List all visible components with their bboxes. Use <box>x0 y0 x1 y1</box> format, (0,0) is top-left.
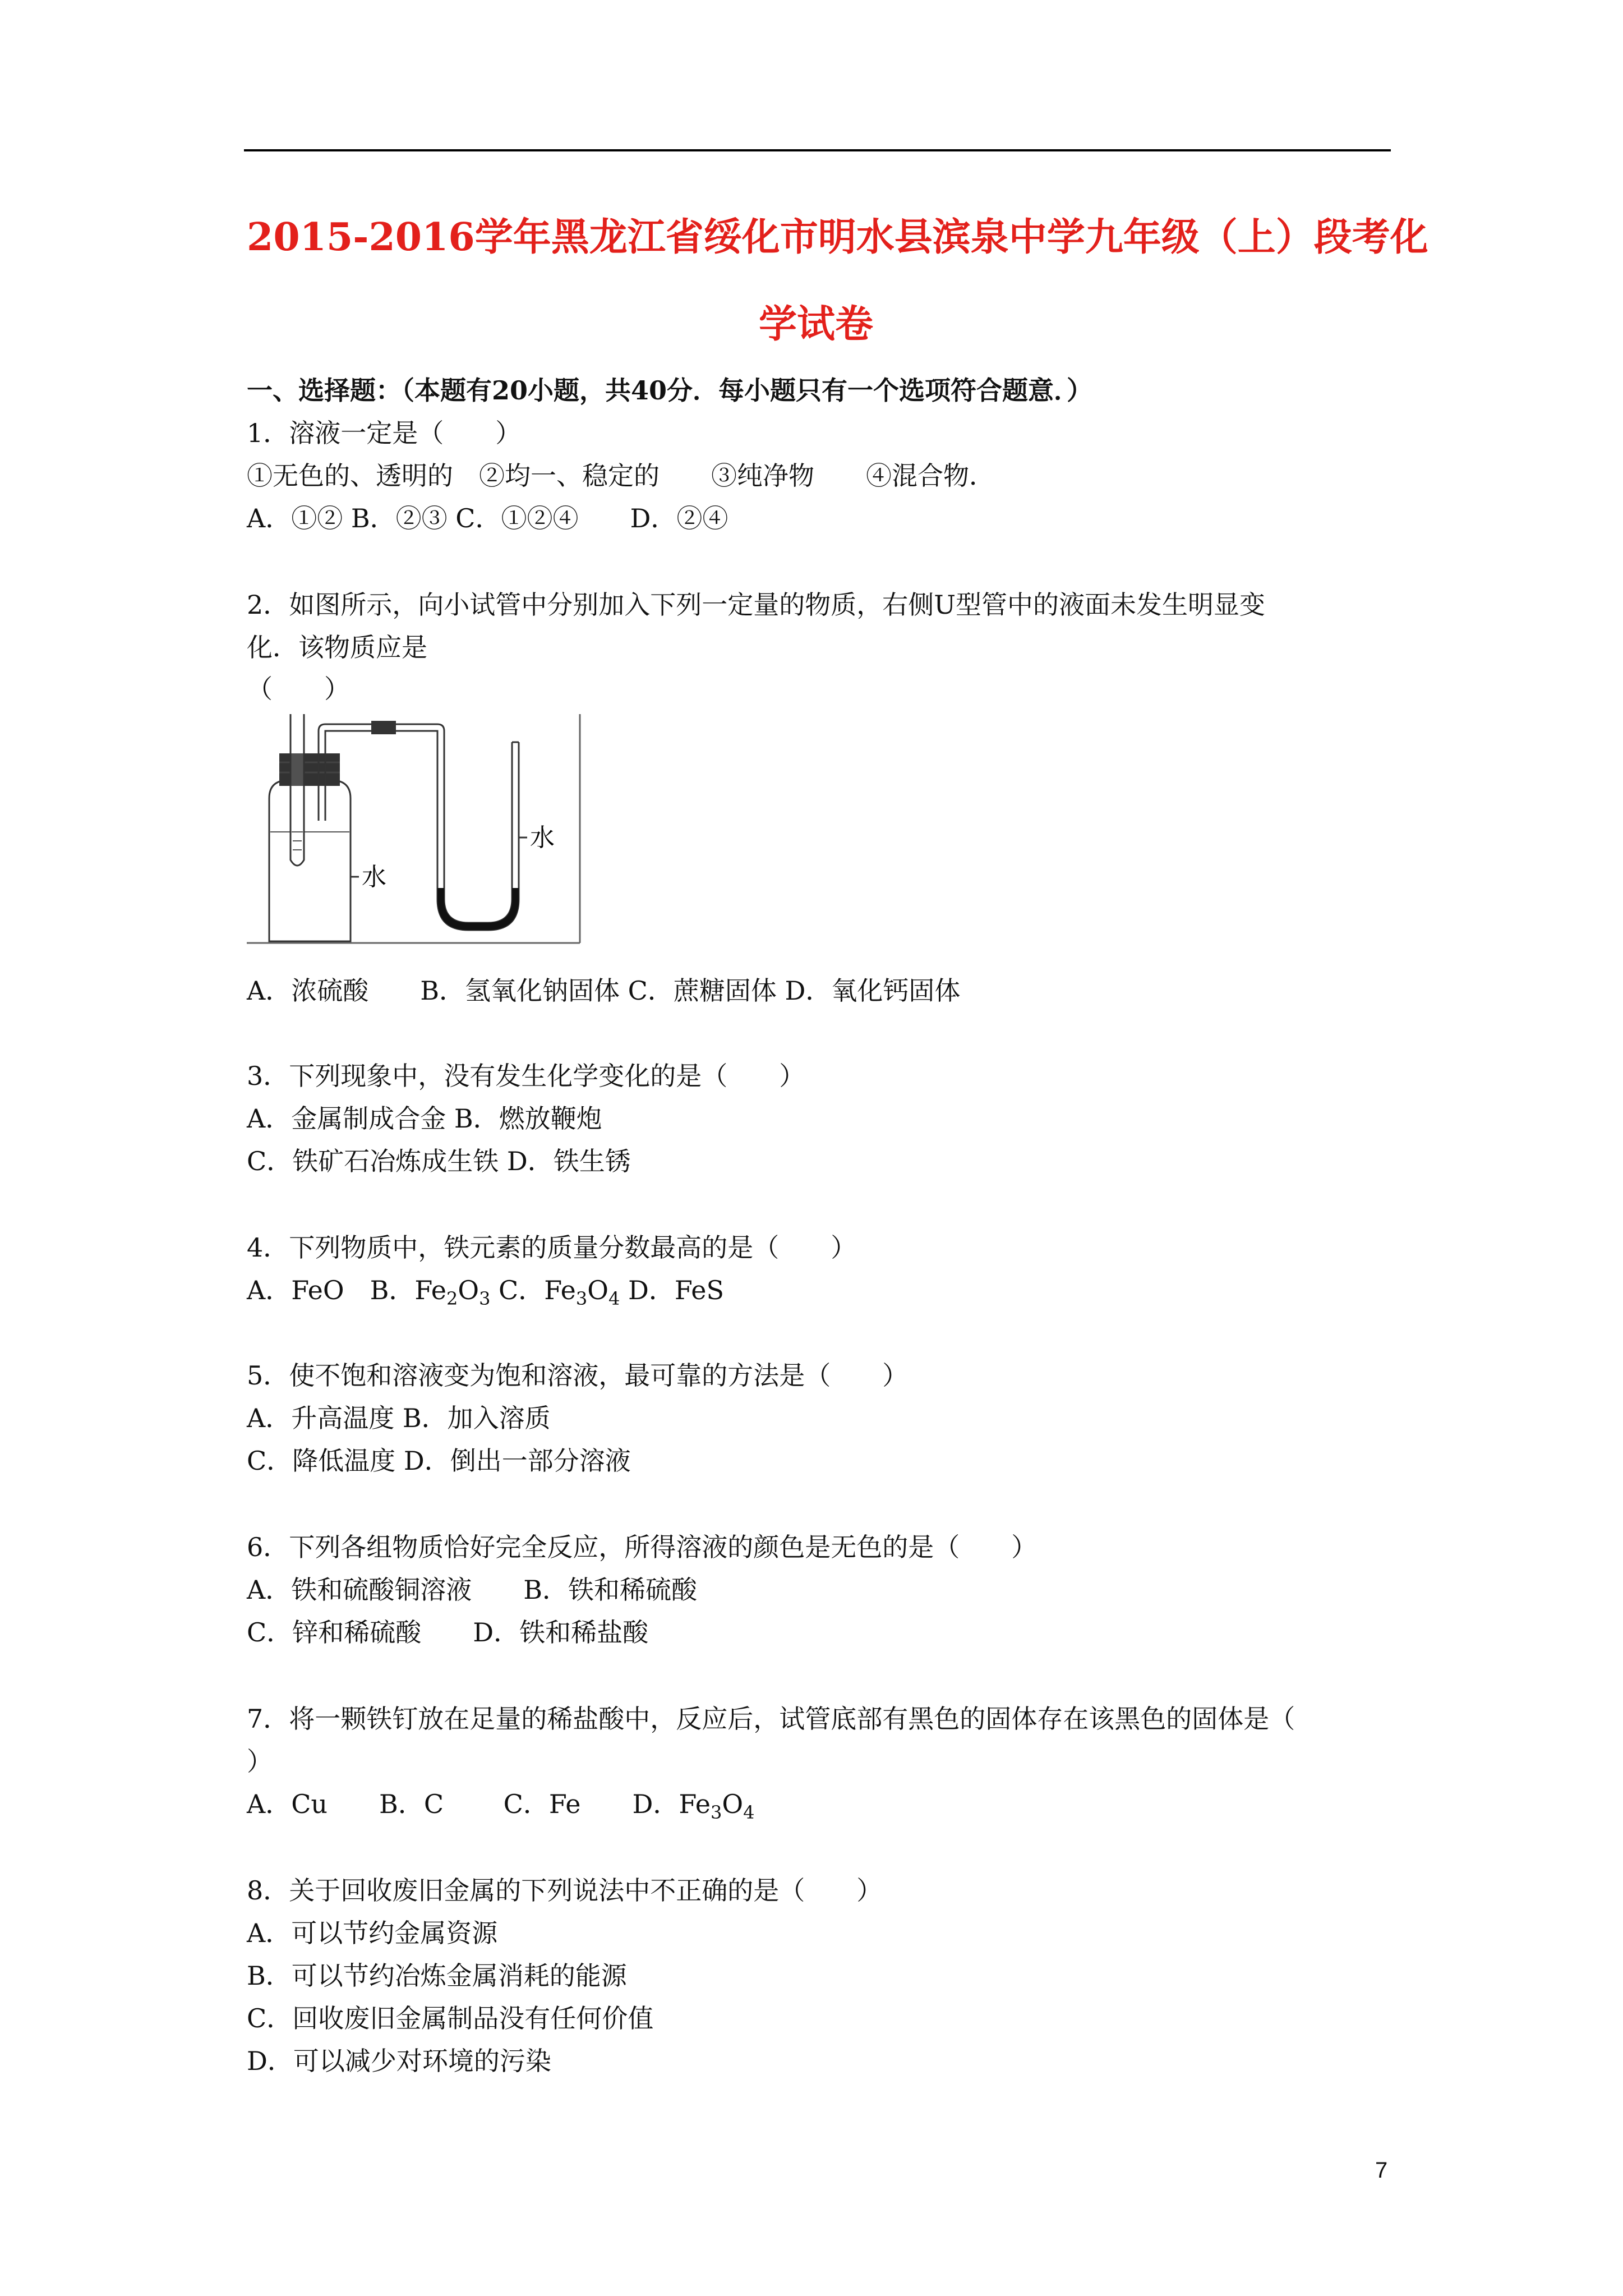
q2-stem-line2: 化．该物质应是 <box>247 632 427 662</box>
q2-options: A．浓硫酸 B．氢氧化钠固体 C．蔗糖固体 D．氧化钙固体 <box>247 976 961 1006</box>
q7-stem-line2: ） <box>247 1746 273 1777</box>
q6-stem: 6．下列各组物质恰好完全反应，所得溶液的颜色是无色的是（ ） <box>247 1532 1038 1562</box>
q1-statements: ①无色的、透明的 ②均一、稳定的 ③纯净物 ④混合物． <box>247 461 995 491</box>
q1-options: A．①② B．②③ C．①②④ D．②④ <box>247 503 728 533</box>
q4-option-b: B．$Fe_2O_3$ <box>370 1275 491 1309</box>
exam-title-line2: 学试卷 <box>758 302 873 347</box>
q3-stem: 3．下列现象中，没有发生化学变化的是（ ） <box>247 1061 805 1091</box>
u-tube-apparatus-figure <box>247 708 581 944</box>
q8-option-c: C．回收废旧金属制品没有任何价值 <box>247 2003 654 2033</box>
page-number: 7 <box>1375 2158 1388 2183</box>
q5-options-line2: C．降低温度 D．倒出一部分溶液 <box>247 1446 631 1476</box>
figure-label-water-bottle: 水 <box>362 863 386 891</box>
header-rule <box>244 149 1391 151</box>
q7-options: A．Cu B．C C．Fe D．$Fe_3O_4$ <box>247 1789 755 1823</box>
q8-stem: 8．关于回收废旧金属的下列说法中不正确的是（ ） <box>247 1875 883 1906</box>
q3-options-line1: A．金属制成合金 B．燃放鞭炮 <box>247 1103 602 1134</box>
q8-option-b: B．可以节约冶炼金属消耗的能源 <box>247 1961 627 1991</box>
q4-stem: 4．下列物质中，铁元素的质量分数最高的是（ ） <box>247 1232 857 1263</box>
q6-options-line1: A．铁和硫酸铜溶液 B．铁和稀硫酸 <box>247 1575 698 1605</box>
q4-options <box>247 1274 724 1309</box>
figure-label-water-u-tube: 水 <box>530 823 555 852</box>
section1-heading: 一、选择题：（本题有20小题，共40分．每小题只有一个选项符合题意．） <box>247 375 1093 406</box>
q5-options-line1: A．升高温度 B．加入溶质 <box>247 1403 551 1433</box>
q4-option-a: A．FeO <box>247 1275 370 1305</box>
q4-option-c: C．$Fe_3O_4$ <box>490 1275 620 1309</box>
q2-stem-line1: 2．如图所示，向小试管中分别加入下列一定量的物质，右侧U型管中的液面未发生明显变 <box>247 590 1266 620</box>
q8-option-d: D．可以减少对环境的污染 <box>247 2046 551 2076</box>
q2-stem-line3: （ ） <box>247 674 350 704</box>
q1-stem: 1．溶液一定是（ ） <box>247 418 522 448</box>
q5-stem: 5．使不饱和溶液变为饱和溶液，最可靠的方法是（ ） <box>247 1360 909 1391</box>
q3-options-line2: C．铁矿石冶炼成生铁 D．铁生锈 <box>247 1146 631 1176</box>
q8-option-a: A．可以节约金属资源 <box>247 1918 498 1948</box>
q6-options-line2: C．锌和稀硫酸 D．铁和稀盐酸 <box>247 1617 649 1648</box>
exam-title-line1: 2015-2016学年黑龙江省绥化市明水县滨泉中学九年级（上）段考化 <box>247 215 1428 260</box>
q7-stem-line1: 7．将一颗铁钉放在足量的稀盐酸中，反应后，试管底部有黑色的固体存在该黑色的固体是（ <box>247 1704 1295 1734</box>
q4-option-d: D．FeS <box>620 1275 724 1305</box>
